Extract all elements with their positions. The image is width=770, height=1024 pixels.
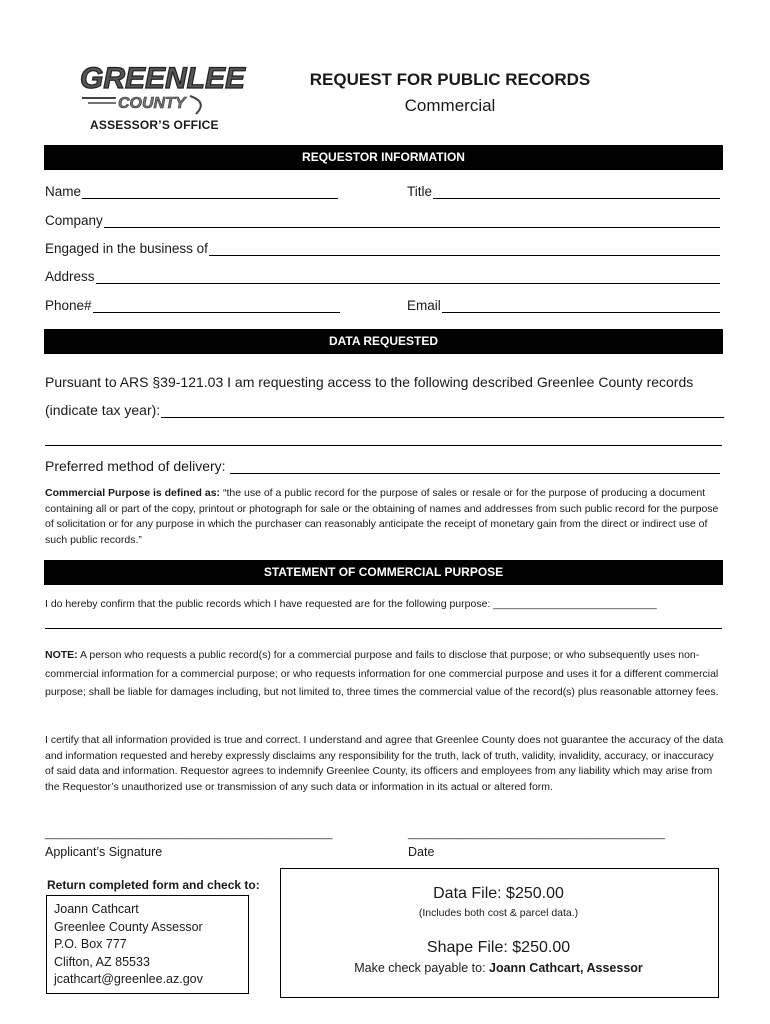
name-field[interactable]: [45, 184, 338, 199]
commercial-purpose-definition: [45, 486, 725, 548]
payable-to: [280, 961, 717, 975]
delivery-line[interactable]: [230, 459, 720, 474]
return-heading: Return completed form and check to:: [47, 878, 260, 892]
company-line[interactable]: [104, 213, 720, 228]
confirm-text: I do hereby confirm that the public records which I have requested are for the following purpose: ____________________________: [45, 598, 657, 610]
address-label: Address: [45, 269, 95, 284]
name-line[interactable]: [82, 184, 338, 199]
phone-label: Phone#: [45, 298, 92, 313]
title-label: Title: [407, 184, 433, 199]
certify-paragraph: I certify that all information provided is true and correct. I understand and agree that Greenlee County does not guarantee the accuracy of the data and information requested and hereby expressly disclaims any responsibility for the truth, lack of truth, validity, invalidity, accuracy, or inaccuracy of said data and information. Requestor agrees to indemnify Greenlee County, its officers and employees from any liability which may arise from the Requestor’s unauthorized use or transmission of any such data or information in its actual or altered form.: [45, 734, 724, 793]
return-email: jcathcart@greenlee.az.gov: [54, 972, 203, 986]
return-city: Clifton, AZ 85533: [54, 954, 150, 969]
title-field[interactable]: [407, 184, 720, 199]
address-line[interactable]: [96, 269, 720, 284]
shape-file-price: Shape File: $250.00: [426, 939, 571, 956]
email-field[interactable]: [407, 298, 720, 313]
logo-text-main: GREENLEE: [80, 62, 246, 95]
business-label: Engaged in the business of: [45, 241, 208, 256]
data-file-price: Data File: $250.00: [433, 885, 564, 902]
tax-year-line[interactable]: [161, 403, 724, 418]
return-address-box: [46, 895, 249, 994]
note-text: A person who requests a public record(s) for a commercial purpose and fails to disclose that purpose; or who subsequently uses non-commercial information for a commercial purpose; or who requests information for one commercial purpose and uses it for a different commercial purpose; shall be liable for damages including, but not limited to, three times the commercial value of the record(s) plus reasonable attorney fees.: [45, 649, 719, 698]
statement-heading: STATEMENT OF COMMERCIAL PURPOSE: [44, 560, 723, 585]
form-subtitle: Commercial: [404, 96, 496, 115]
pursuant-text: Pursuant to ARS §39-121.03 I am requesting access to the following described Greenlee County records: [45, 374, 694, 390]
note-paragraph: [45, 646, 725, 702]
phone-field[interactable]: [45, 298, 340, 313]
business-field[interactable]: [45, 241, 720, 256]
signature-label: Applicant’s Signature: [45, 845, 163, 859]
phone-line[interactable]: [93, 298, 340, 313]
tax-year-field[interactable]: [45, 402, 724, 418]
payable-name: Joann Cathcart, Assessor: [489, 961, 643, 975]
return-name: Joann Cathcart: [54, 902, 139, 916]
requestor-info-heading: REQUESTOR INFORMATION: [44, 145, 723, 170]
data-file-note: (Includes both cost & parcel data.): [418, 907, 579, 919]
company-field[interactable]: [45, 213, 720, 228]
payable-prefix: Make check payable to:: [354, 961, 490, 975]
delivery-label: Preferred method of delivery:: [45, 458, 226, 474]
definition-text: “the use of a public record for the purpose of sales or resale or for the purpose of producing a document containing all or part of the copy, printout or photograph for sale or the obtaining of names and addresses from such public record for the purpose of solicitation or for any purpose in which the purchaser can reasonably anticipate the receipt of monetary gain from the direct or indirect use of such public records.”: [45, 487, 719, 546]
return-po-box: P.O. Box 777: [54, 937, 127, 951]
return-office: Greenlee County Assessor: [54, 919, 203, 934]
date-label: Date: [408, 845, 435, 859]
address-field[interactable]: [45, 269, 720, 284]
definition-label: Commercial Purpose is defined as:: [45, 487, 221, 499]
company-label: Company: [45, 213, 103, 228]
office-label: ASSESSOR’S OFFICE: [90, 118, 219, 132]
form-title: REQUEST FOR PUBLIC RECORDS: [309, 70, 591, 89]
business-line[interactable]: [209, 241, 720, 256]
signature-line[interactable]: _______________________________________________: [45, 828, 333, 840]
logo-text-sub: COUNTY: [118, 95, 186, 112]
tax-year-line-2[interactable]: [45, 445, 722, 446]
tax-year-label: (indicate tax year):: [45, 402, 161, 418]
email-label: Email: [407, 298, 441, 313]
greenlee-county-logo: [78, 58, 246, 120]
title-line[interactable]: [433, 184, 720, 199]
data-requested-heading: DATA REQUESTED: [44, 329, 723, 354]
email-line[interactable]: [442, 298, 720, 313]
date-line[interactable]: __________________________________________: [408, 828, 665, 840]
purpose-line[interactable]: [45, 628, 722, 629]
note-label: NOTE:: [45, 649, 78, 661]
delivery-field[interactable]: [45, 458, 720, 474]
name-label: Name: [45, 184, 82, 199]
